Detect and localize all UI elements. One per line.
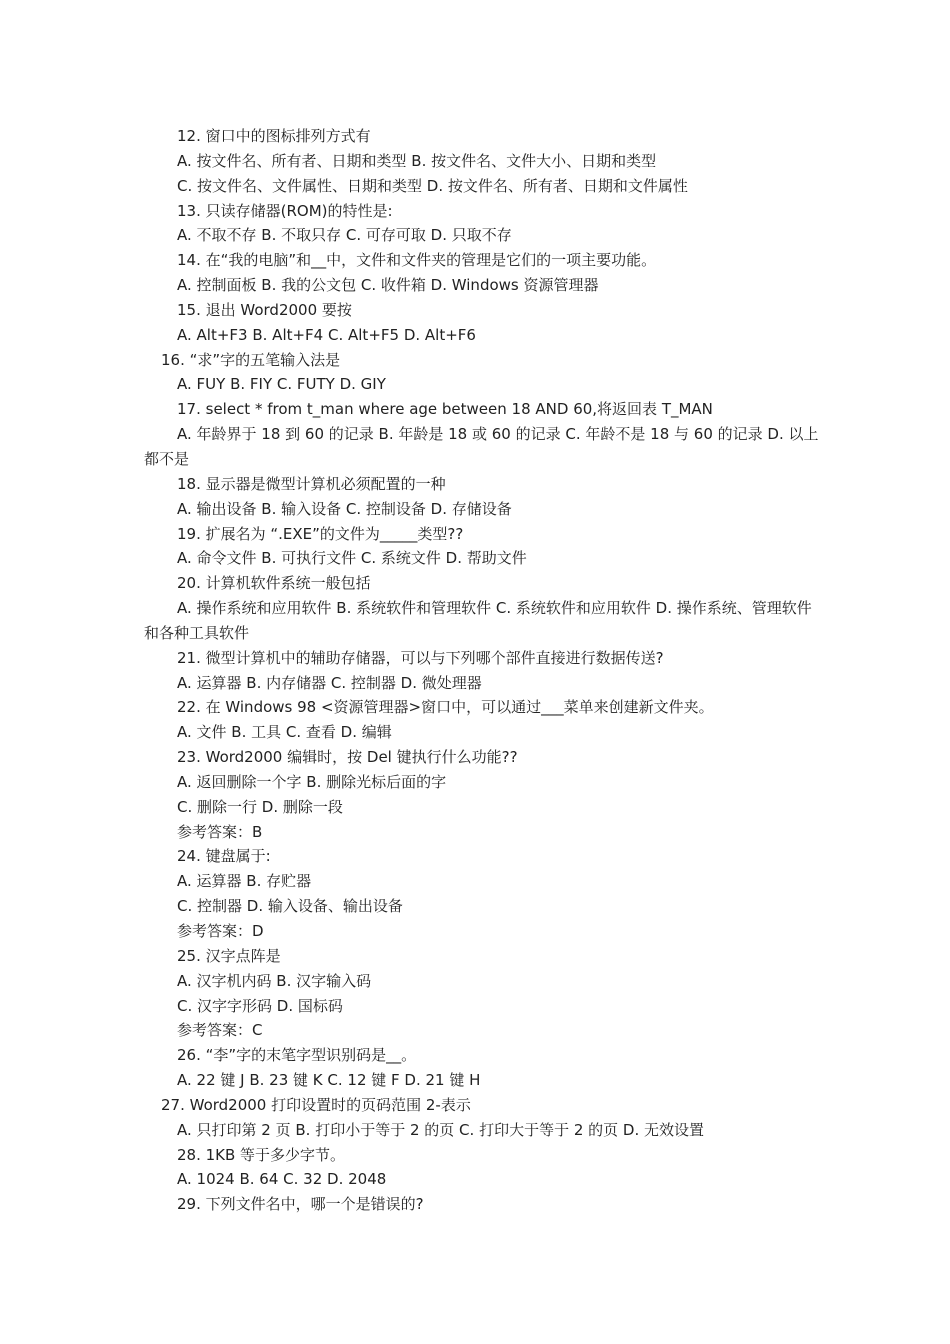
question-20-options: A. 操作系统和应用软件 B. 系统软件和管理软件 C. 系统软件和应用软件 D. 操作系统、管理软件和各种工具软件 bbox=[144, 599, 812, 642]
question-15: 15. 退出 Word2000 要按 bbox=[177, 300, 352, 319]
question-20: 20. 计算机软件系统一般包括 bbox=[177, 574, 371, 593]
question-27: 27. Word2000 打印设置时的页码范围 2-表示 bbox=[161, 1095, 471, 1114]
question-26: 26. “李”字的末笔字型识别码是__。 bbox=[177, 1046, 417, 1065]
question-17: 17. select * from t_man where age between 18 AND 60,将返回表 T_MAN bbox=[177, 400, 713, 419]
question-24-answer: 参考答案：D bbox=[177, 922, 264, 940]
question-26-options: A. 22 键 J B. 23 键 K C. 12 键 F D. 21 键 H bbox=[177, 1071, 481, 1090]
question-23-options-cd: C. 删除一行 D. 删除一段 bbox=[177, 797, 343, 816]
question-13-options: A. 不取不存 B. 不取只存 C. 可存可取 D. 只取不存 bbox=[177, 226, 512, 245]
question-27-options: A. 只打印第 2 页 B. 打印小于等于 2 的页 C. 打印大于等于 2 的页 D. 无效设置 bbox=[177, 1120, 705, 1139]
question-23-answer: 参考答案：B bbox=[177, 822, 263, 841]
question-14: 14. 在“我的电脑”和__中，文件和文件夹的管理是它们的一项主要功能。 bbox=[177, 251, 657, 270]
question-16: 16. “求”字的五笔输入法是 bbox=[161, 350, 341, 369]
question-25-options-cd: C. 汉字字形码 D. 国标码 bbox=[177, 996, 343, 1015]
question-12: 12. 窗口中的图标排列方式有 bbox=[177, 127, 371, 145]
question-18-options: A. 输出设备 B. 输入设备 C. 控制设备 D. 存储设备 bbox=[177, 499, 512, 518]
question-22-options: A. 文件 B. 工具 C. 查看 D. 编辑 bbox=[177, 723, 392, 742]
question-17-options: A. 年龄界于 18 到 60 的记录 B. 年龄是 18 或 60 的记录 C. 年龄不是 18 与 60 的记录 D. 以上都不是 bbox=[144, 425, 819, 468]
question-12-options-ab: A. 按文件名、所有者、日期和类型 B. 按文件名、文件大小、日期和类型 bbox=[177, 151, 657, 170]
question-18: 18. 显示器是微型计算机必须配置的一种 bbox=[177, 474, 446, 493]
question-15-options: A. Alt+F3 B. Alt+F4 C. Alt+F5 D. Alt+F6 bbox=[177, 325, 476, 344]
question-12-options-cd: C. 按文件名、文件属性、日期和类型 D. 按文件名、所有者、日期和文件属性 bbox=[177, 176, 688, 195]
question-25-answer: 参考答案：C bbox=[177, 1021, 263, 1040]
question-25: 25. 汉字点阵是 bbox=[177, 946, 281, 965]
question-19: 19. 扩展名为 “.EXE”的文件为_____类型?? bbox=[177, 524, 464, 543]
question-28: 28. 1KB 等于多少字节。 bbox=[177, 1145, 346, 1164]
question-19-options: A. 命令文件 B. 可执行文件 C. 系统文件 D. 帮助文件 bbox=[177, 549, 527, 568]
document-body bbox=[0, 124, 950, 1217]
question-21: 21. 微型计算机中的辅助存储器，可以与下列哪个部件直接进行数据传送? bbox=[177, 648, 664, 667]
question-24: 24. 键盘属于: bbox=[177, 847, 271, 866]
question-16-options: A. FUY B. FIY C. FUTY D. GIY bbox=[177, 375, 386, 394]
question-23: 23. Word2000 编辑时，按 Del 键执行什么功能?? bbox=[177, 748, 518, 767]
question-24-options-cd: C. 控制器 D. 输入设备、输出设备 bbox=[177, 897, 403, 916]
question-23-options-ab: A. 返回删除一个字 B. 删除光标后面的字 bbox=[177, 772, 447, 791]
question-25-options-ab: A. 汉字机内码 B. 汉字输入码 bbox=[177, 971, 372, 990]
question-14-options: A. 控制面板 B. 我的公文包 C. 收件箱 D. Windows 资源管理器 bbox=[177, 276, 599, 295]
question-28-options: A. 1024 B. 64 C. 32 D. 2048 bbox=[177, 1170, 387, 1189]
question-29: 29. 下列文件名中，哪一个是错误的? bbox=[177, 1195, 424, 1214]
question-22: 22. 在 Windows 98 <资源管理器>窗口中，可以通过___菜单来创建新文件夹。 bbox=[177, 698, 714, 717]
question-24-options-ab: A. 运算器 B. 存贮器 bbox=[177, 872, 312, 891]
question-21-options: A. 运算器 B. 内存储器 C. 控制器 D. 微处理器 bbox=[177, 673, 482, 692]
question-13: 13. 只读存储器(ROM)的特性是: bbox=[177, 201, 393, 220]
